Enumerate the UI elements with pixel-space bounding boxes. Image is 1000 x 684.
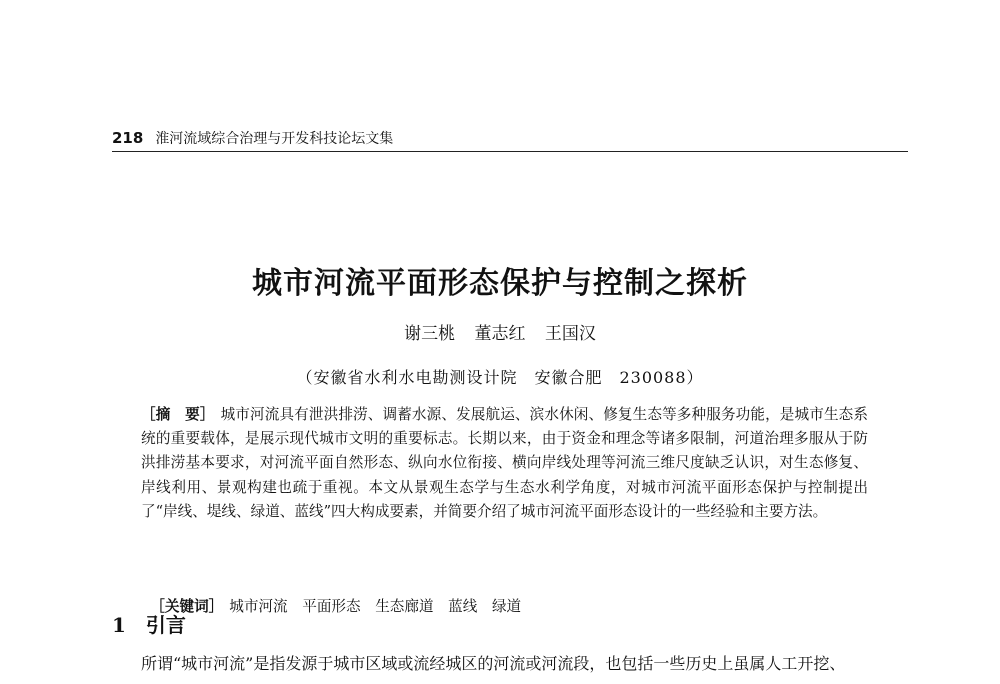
book-title: 淮河流域综合治理与开发科技论坛文集 xyxy=(155,131,394,147)
page-number: 218 xyxy=(112,129,144,147)
section-number: 1 xyxy=(112,613,126,637)
authors: 谢三桃 董志红 王国汉 xyxy=(404,324,596,344)
abstract-text: 城市河流具有泄洪排涝、调蓄水源、发展航运、滨水休闲、修复生态等多种服务功能，是城市生态系统的重要载体，是展示现代城市文明的重要标志。长期以来，由于资金和理念等诸多限制，河道治理多服从于防洪排涝基本要求，对河流平面自然形态、纵向水位衔接、横向岸线处理等河流三维尺度缺乏认识，对生态修复、岸线利用、景观构建也疏于重视。本文从景观生态学与生态水利学角度，对城市河流平面形态保护与控制提出了“岸线、堤线、绿道、蓝线”四大构成要素，并简要介绍了城市河流平面形态设计的一些经验和主要方法。 xyxy=(141,406,868,520)
affiliation: （安徽省水利水电勘测设计院 安徽合肥 230088） xyxy=(296,368,704,387)
section-title: 引言 xyxy=(145,613,186,637)
keywords-text: 城市河流 平面形态 生态廊道 蓝线 绿道 xyxy=(229,598,522,615)
body-paragraph: 所谓“城市河流”是指发源于城市区域或流经城区的河流或河流段，也包括一些历史上虽属人工开挖、 xyxy=(141,654,846,673)
keywords-label: ［关键词］ xyxy=(150,598,224,615)
section-heading xyxy=(112,610,186,640)
abstract-label: ［摘 要］ xyxy=(141,406,215,423)
keywords xyxy=(141,571,868,619)
running-header xyxy=(112,128,908,150)
paper-title: 城市河流平面形态保护与控制之探析 xyxy=(252,266,748,301)
abstract xyxy=(141,403,868,524)
header-rule xyxy=(112,151,908,152)
